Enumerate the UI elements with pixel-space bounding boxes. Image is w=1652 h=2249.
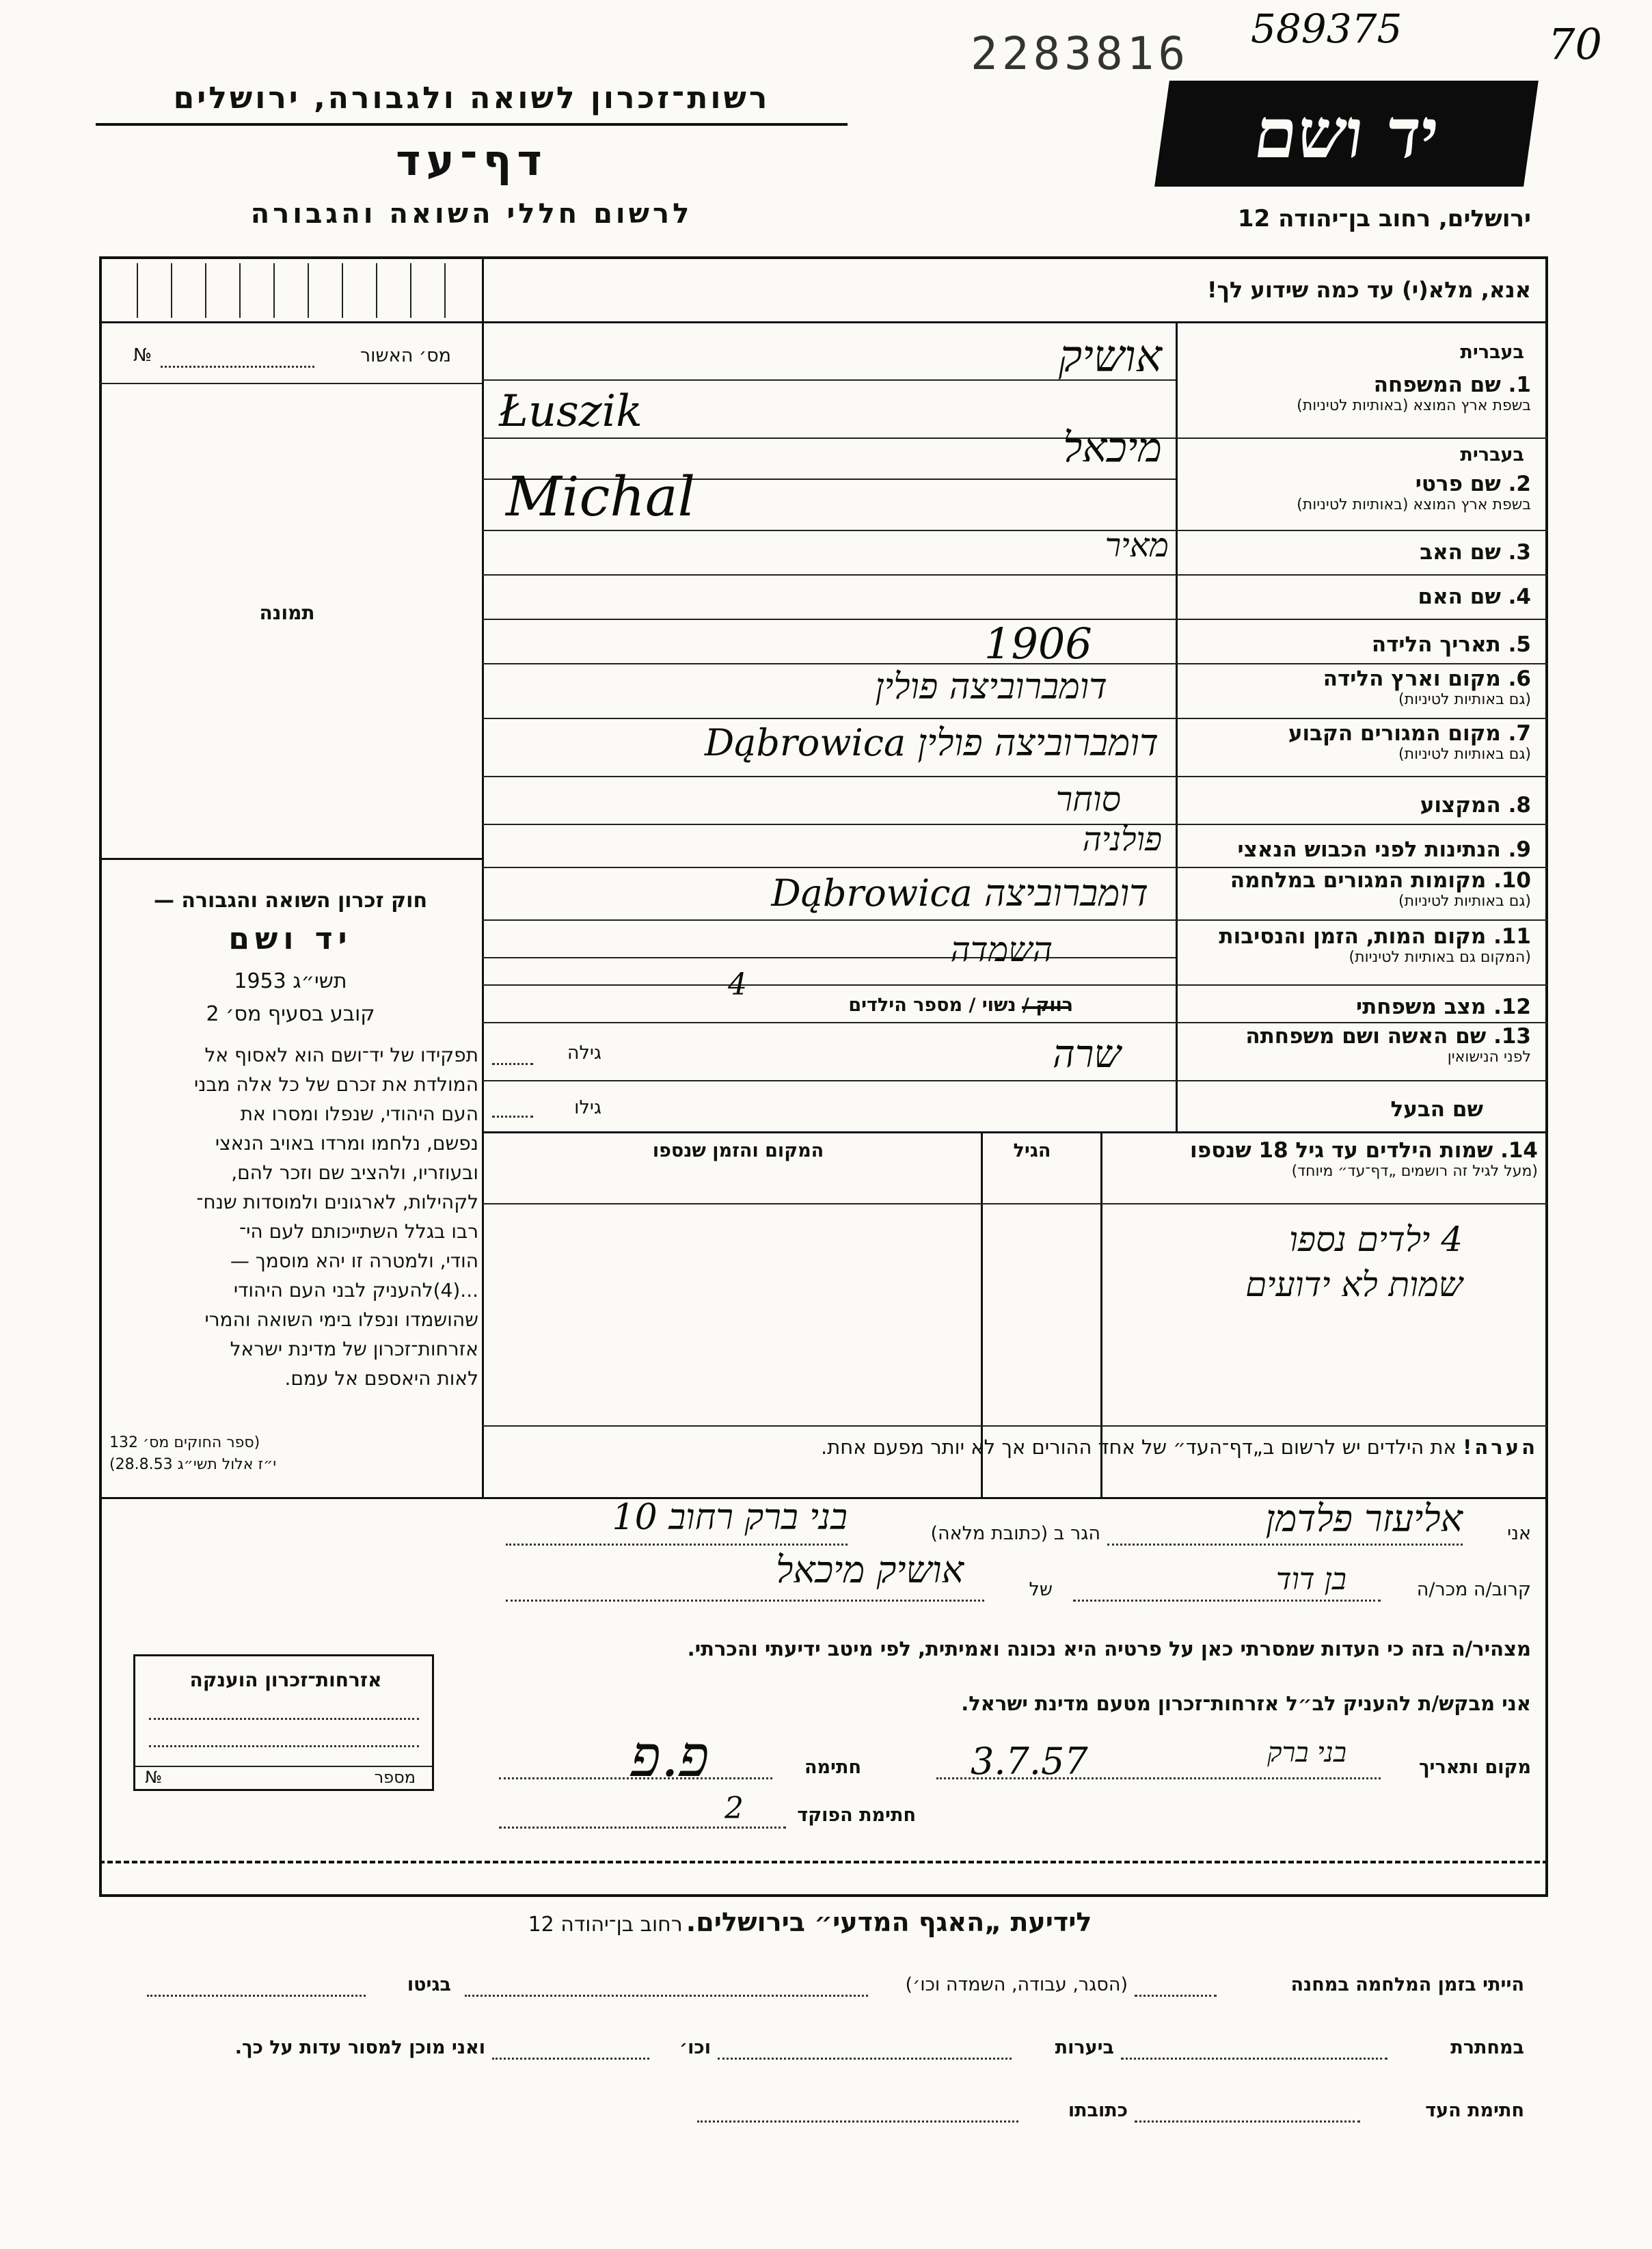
field-wife-title: 13. שם האשה ושם משפחתה	[1245, 1024, 1531, 1049]
children-place-column-header: המקום והזמן שנספו	[652, 1140, 824, 1161]
law-reference-1: (ספר החוקים מס׳ 132	[109, 1434, 260, 1451]
declaration-of-label: של	[1029, 1579, 1053, 1600]
instruction-text: אנא, מלא(י) עד כמה שידוע לך!	[1206, 277, 1531, 303]
field-8-bottom	[482, 824, 1548, 825]
field-citizenship-label	[1182, 837, 1531, 862]
place-date-label: מקום ותאריך	[1418, 1757, 1531, 1778]
hw-relation: בן דוד	[1275, 1562, 1346, 1597]
husband-age-label: גילו	[574, 1097, 601, 1118]
photo-section-bottom	[99, 858, 482, 860]
citizenship-number-symbol: №	[145, 1768, 162, 1787]
footer-camp-types: (הסגר, עבודה, השמדה וכו׳)	[905, 1974, 1128, 1995]
approval-row-bottom	[99, 321, 482, 323]
law-line: ...(4)להעניק לבני העם היהודי	[233, 1279, 478, 1302]
hw-date: 3.7.57	[971, 1740, 1088, 1783]
field-given-hebrew-label: בעברית	[1460, 444, 1524, 466]
approval-section-bottom	[99, 383, 482, 384]
footer-underground-label: במחתרת	[1450, 2037, 1524, 2058]
field-residence-sub: (גם באותיות לטיניות)	[1398, 746, 1531, 763]
field-11-bottom	[482, 984, 1548, 986]
law-line: לקהילות, לארגונים ולמוסדות שנח־	[196, 1191, 478, 1213]
hw-children: 4 ילדים נספו שמות לא ידועים	[1245, 1220, 1463, 1304]
form-title: דף־עד	[396, 135, 547, 185]
citizenship-number-divider	[135, 1766, 432, 1767]
law-line: המולדת את זכרם של כל אלה מבני	[193, 1073, 478, 1096]
approval-boxes	[137, 263, 478, 318]
footer-etc-label: וכו׳	[679, 2037, 711, 2058]
footer-forest-line	[718, 2058, 1012, 2060]
logo-text: יד ושם	[1249, 93, 1444, 174]
declaration-relation-line	[1073, 1600, 1381, 1602]
footer-camp-line	[1135, 1995, 1217, 1997]
declaration-address-line	[506, 1544, 848, 1546]
hw-given-latin: Michal	[506, 465, 696, 528]
citizenship-number-label: מספר	[374, 1768, 416, 1787]
footer-ready-text: ואני מוכן למסור עדות על כך.	[234, 2037, 485, 2058]
approval-number-label: מס׳ האשור	[360, 345, 451, 366]
hw-witness-name: אליעזר פלדמן	[1265, 1497, 1463, 1540]
field-residence-label	[1182, 721, 1531, 764]
field-death-title: 11. מקום המות, הזמן והנסיבות	[1219, 924, 1531, 949]
field-wife-sub: לפני הנישואין	[1447, 1049, 1531, 1066]
field-husband-bottom	[482, 1131, 1548, 1133]
labels-column-divider	[1176, 321, 1178, 1131]
field-given-title: 2. שם פרטי	[1415, 472, 1531, 496]
law-line: רבו בגלל השתייכותם לעם הי־	[239, 1220, 478, 1243]
handwritten-reference-number: 589375	[1251, 5, 1403, 52]
hw-death: השמדה	[950, 930, 1053, 969]
record-number: 2283816	[971, 27, 1190, 80]
footer-camp-detail-line	[465, 1995, 868, 1997]
law-text	[109, 1040, 478, 1393]
declaration-relative-label: קרוב/ה מכר/ה	[1416, 1579, 1531, 1600]
field-children-sub: (מעל לגיל זה רושמים „דף־עד״ מיוחד)	[1291, 1163, 1538, 1180]
footer-witness-signature-label: חתימת העד	[1425, 2100, 1524, 2121]
footer-forest-label: ביערות	[1055, 2037, 1114, 2058]
footer-address-line	[697, 2120, 1018, 2123]
children-header-bottom	[482, 1203, 1548, 1204]
signature-label: חתימה	[804, 1757, 861, 1778]
field-surname-title: 1. שם המשפחה	[1373, 373, 1531, 397]
footer-ghetto-label: בגיטו	[407, 1974, 451, 1995]
field-father-label	[1182, 540, 1531, 565]
hw-wife: שרה	[1053, 1032, 1121, 1077]
note-text: את הילדים יש לרשום ב„דף־העד״ של אחד ההורים אך לא יותר מפעם אחת.	[821, 1436, 1457, 1459]
note	[492, 1436, 1538, 1459]
declaration-of-line	[506, 1600, 984, 1602]
note-label: הערה!	[1463, 1436, 1538, 1459]
instruction-row-bottom	[482, 321, 1548, 323]
approval-number-line	[161, 366, 314, 368]
hw-father: מאיר	[1105, 526, 1169, 565]
hw-officer: 2	[725, 1791, 744, 1826]
hw-surname-hebrew: אושיק	[1058, 332, 1162, 382]
footer-title: לידיעת „האגף המדעי״ בירושלים.	[686, 1907, 1092, 1937]
field-birthplace-sub: (גם באותיות לטיניות)	[1398, 691, 1531, 708]
citizenship-line-1	[149, 1718, 419, 1720]
footer-title-row	[383, 1907, 1237, 1937]
footer-ghetto-line	[147, 1995, 366, 1997]
field-given-origin-label: בשפת ארץ המוצא (באותיות לטיניות)	[1297, 496, 1531, 513]
law-title: חוק זכרון השואה והגבורה —	[153, 889, 428, 913]
field-death-sub: (המקום גם באותיות לטיניות)	[1349, 949, 1531, 966]
field-father-title: 3. שם האב	[1420, 540, 1531, 565]
law-line: הודי, ולמטרה זו יהא מוסמך —	[230, 1250, 478, 1272]
field-7-bottom	[482, 776, 1548, 777]
citizenship-box	[133, 1654, 434, 1791]
authority-name: רשות־זכרון לשואה ולגבורה, ירושלים	[173, 81, 770, 116]
declaration-i-label: אני	[1507, 1523, 1531, 1544]
hw-given-hebrew: מיכאל	[1063, 424, 1162, 472]
field-wartime-residence-sub: (גם באותיות לטיניות)	[1398, 893, 1531, 910]
field-13-bottom	[482, 1080, 1548, 1081]
field-10-bottom	[482, 919, 1548, 921]
approval-number-symbol: №	[133, 345, 152, 366]
law-line: נפשם, נלחמו ומרדו באויב הנאצי	[215, 1132, 478, 1155]
footer-witness-signature-line	[1135, 2120, 1360, 2123]
photo-label: תמונה	[259, 602, 315, 624]
field-marital-label	[1182, 995, 1531, 1019]
field-marital-options: רווק / נשוי / מספר הילדים	[848, 995, 1073, 1016]
hw-children-count: 4	[728, 967, 747, 1002]
hw-citizenship: פולניה	[1082, 820, 1162, 859]
field-children-label	[1104, 1138, 1538, 1181]
law-year: תשי״ג 1953	[234, 969, 347, 993]
hw-wartime-residence: דומברוביצה Dąbrowica	[771, 872, 1148, 915]
hw-of-whom: אושיק מיכאל	[776, 1548, 964, 1591]
declaration-name-line	[1107, 1544, 1463, 1546]
yad-vashem-logo	[1154, 81, 1539, 187]
page-number: 70	[1548, 19, 1602, 69]
field-children-title: 14. שמות הילדים עד גיל 18 שנספו	[1190, 1138, 1538, 1163]
field-death-label	[1182, 924, 1531, 967]
field-surname-label	[1182, 373, 1531, 415]
hw-profession: סוחר	[1055, 779, 1121, 819]
field-residence-title: 7. מקום המגורים הקבוע	[1288, 721, 1531, 746]
hw-surname-latin: Łuszik	[499, 386, 642, 437]
field-mother-label	[1182, 584, 1531, 609]
hw-place: בני ברק	[1267, 1737, 1346, 1768]
field-3-bottom	[482, 574, 1548, 576]
field-11-mid-line	[482, 957, 1176, 958]
hw-signature: פ.פ	[630, 1723, 709, 1790]
declaration-resident-label: הגר ב (כתובת מלאה)	[930, 1523, 1100, 1544]
declaration-request: אני מבקש/ת להעניק לב״ל אזרחות־זכרון מטעם מדינת ישראל.	[961, 1692, 1531, 1715]
law-line: אזרחות־זכרון של מדינת ישראל	[230, 1338, 478, 1360]
field-wartime-residence-label	[1182, 868, 1531, 911]
officer-signature-line	[499, 1827, 786, 1829]
law-line: שהושמדו ונפלו בימי השואה והמרי	[204, 1308, 478, 1331]
declaration-statement: מצהיר/ה בזה כי העדות שמסרתי כאן על פרטיה היא נכונה ואמיתית, לפי מיטב ידיעתי והכרתי.	[687, 1637, 1531, 1660]
hw-residence: דומברוביצה פולין Dąbrowica	[704, 721, 1159, 764]
footer-camp-label: הייתי בזמן המלחמה במחנה	[1290, 1974, 1524, 1995]
hw-birth-place: דומברוביצה פולין	[875, 666, 1107, 708]
field-wartime-residence-title: 10. מקומות המגורים במלחמה	[1230, 868, 1531, 893]
left-column-divider	[482, 256, 484, 1497]
hw-witness-address: בני ברק רחוב 10	[612, 1497, 848, 1538]
footer-underground-line	[1121, 2058, 1387, 2060]
citizenship-line-2	[149, 1745, 419, 1747]
husband-label: שם הבעל	[1390, 1097, 1483, 1122]
footer-address: רחוב בן־יהודה 12	[528, 1913, 683, 1937]
wife-age-label: גילה	[567, 1042, 601, 1064]
law-reference-2: י״ז אלול תשי״ג 28.8.53)	[109, 1456, 277, 1473]
field-birthplace-title: 6. מקום וארץ הלידה	[1323, 666, 1531, 691]
field-2-bottom	[482, 530, 1548, 531]
husband-age-line	[492, 1116, 533, 1118]
field-wife-label	[1182, 1024, 1531, 1066]
field-profession-label	[1182, 793, 1531, 818]
footer-etc-line	[492, 2058, 649, 2060]
field-surname-hebrew-label: בעברית	[1460, 342, 1524, 363]
field-marital-title: 12. מצב משפחתי	[1355, 995, 1531, 1019]
children-age-column-header: הגיל	[1013, 1140, 1051, 1161]
field-citizenship-title: 9. הנתינות לפני הכבוש הנאצי	[1237, 837, 1531, 862]
field-profession-title: 8. המקצוע	[1420, 793, 1531, 818]
field-6-bottom	[482, 718, 1548, 719]
law-line: העם היהודי, שנפלו ומסרו את	[240, 1103, 478, 1125]
law-name: יד ושם	[228, 921, 353, 956]
marital-option-strike	[1022, 1006, 1070, 1009]
header-underline	[96, 123, 848, 126]
officer-signature-label: חתימת הפוקד	[797, 1805, 916, 1826]
field-birthplace-label	[1182, 666, 1531, 709]
field-12-bottom	[482, 1022, 1548, 1023]
note-top-line	[482, 1425, 1548, 1427]
law-line: תפקידו של יד־ושם הוא לאסוף אל	[204, 1044, 478, 1066]
footer-section	[99, 1861, 1548, 1863]
law-line: לאות היאספם אל עמם.	[284, 1367, 478, 1390]
law-line: ובעוזריו, ולהציב שם וזכר להם,	[231, 1161, 478, 1184]
law-section: קובע בסעיף מס׳ 2	[206, 1002, 375, 1026]
field-surname-origin-label: בשפת ארץ המוצא (באותיות לטיניות)	[1297, 397, 1531, 414]
field-birthdate-label	[1182, 632, 1531, 657]
form-subtitle: לרשום חללי השואה והגבורה	[250, 198, 693, 230]
wife-age-line	[492, 1063, 533, 1065]
footer-address-label: כתובתו	[1068, 2100, 1128, 2121]
citizenship-box-title: אזרחות־זכרון הוענקה	[189, 1669, 382, 1691]
field-mother-title: 4. שם האם	[1418, 584, 1531, 609]
address: ירושלים, רחוב בן־יהודה 12	[1237, 205, 1531, 232]
field-given-label	[1182, 472, 1531, 514]
hw-birth-date: 1906	[984, 619, 1092, 669]
field-birthdate-title: 5. תאריך הלידה	[1371, 632, 1531, 657]
